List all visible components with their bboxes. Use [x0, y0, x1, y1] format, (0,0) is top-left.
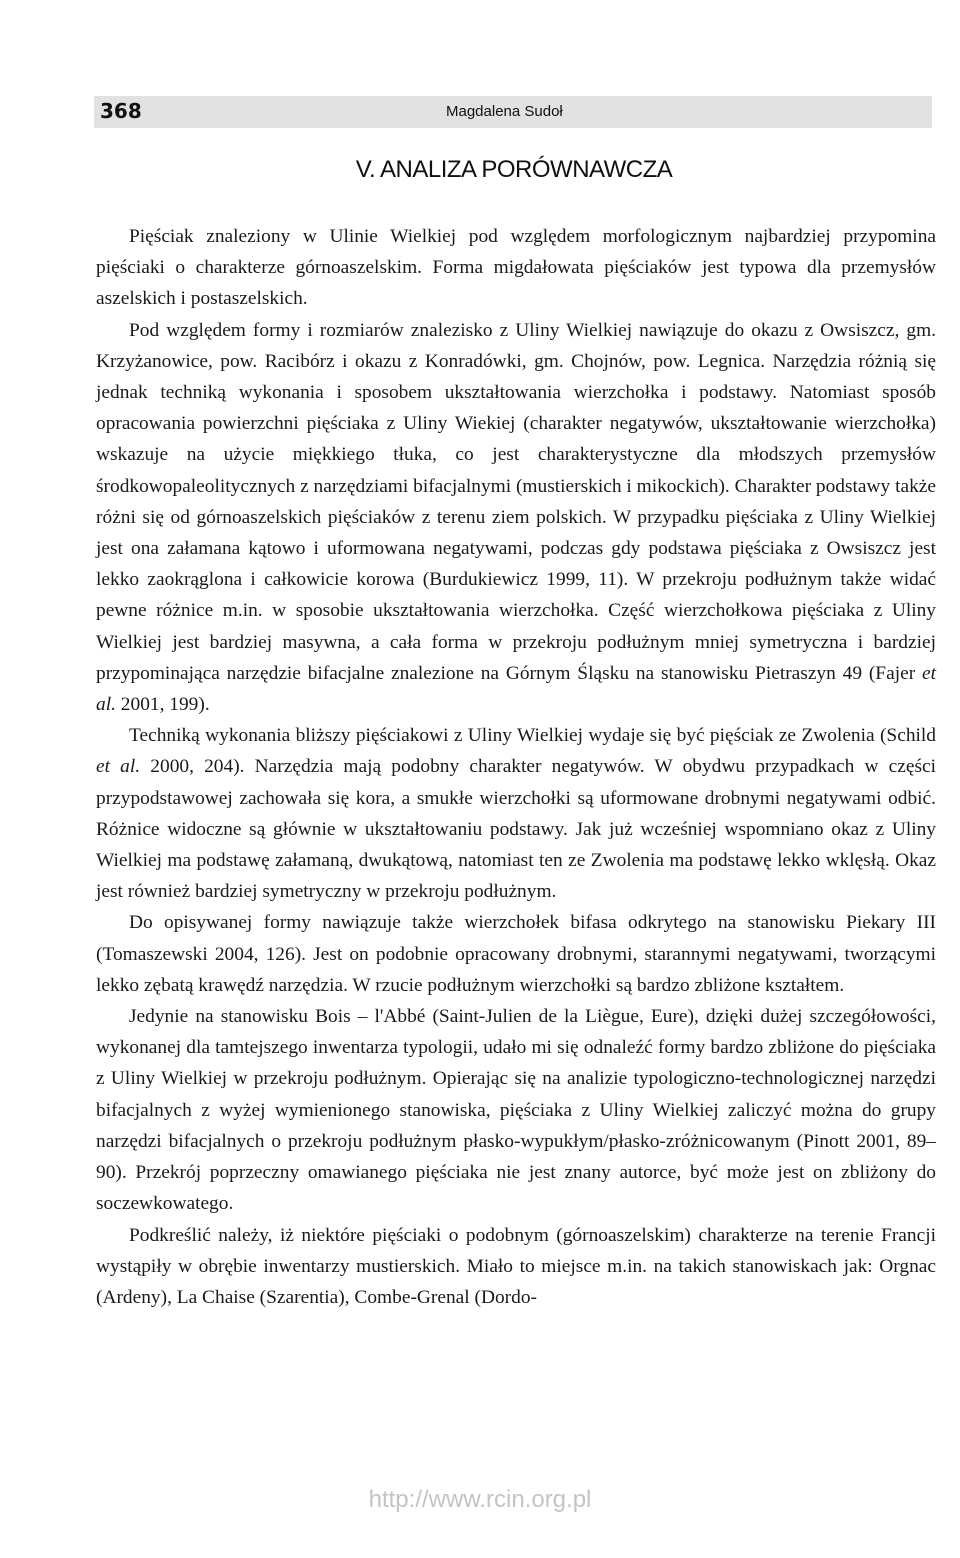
paragraph-text: 2001, 199).	[120, 694, 210, 716]
page-number: 368	[100, 99, 142, 123]
paragraph-text: Pod względem formy i rozmiarów znalezisko z Uliny Wielkiej nawiązuje do okazu z Owsiszcz, gm. Krzyżanowice, pow. Racibórz i okazu z Konradówki, gm. Chojnów, pow. Legnica. Narzędzia różnią się jednak techniką wykonania i sposobem ukształtowania wierzchołka i podstawy. Natomiast sposób opracowania powierzchni pięściaka z Uliny Wiekiej (charakter negatywów, ukształtowanie wierzchołka) wskazuje na użycie miękkiego tłuka, co jest charakterystyczne dla młodszych przemysłów środkowopaleolitycznych z narzędziami bifacjalnymi (mustierskich i mikockich). Charakter podstawy także różni się od górnoaszelskich pięściaków z terenu ziem polskich. W przypadku pięściaka z Uliny Wielkiej jest ona załamana kątowo i uformowana negatywami, podczas gdy podstawa pięściaka z Owsiszcz jest lekko zaokrąglona i całkowicie korowa (Burdukiewicz 1999, 11). W przekroju podłużnym także widać pewne różnice m.in. w sposobie ukształtowania wierzchołka. Część wierzchołkowa pięściaka z Uliny Wielkiej jest bardziej masywna, a cała forma w przekroju podłużnym mniej symetryczna i bardziej przypominająca narzędzie bifacjalne znalezione na Górnym Śląsku na stanowisku Pietraszyn 49 (Fajer	[96, 319, 936, 684]
watermark-link[interactable]: http://www.rcin.org.pl	[368, 1486, 592, 1513]
running-header	[94, 96, 932, 128]
paragraph: Do opisywanej formy nawiązuje także wierzchołek bifasa odkrytego na stanowisku Piekary III (Tomaszewski 2004, 126). Jest on podobnie opracowany drobnymi, starannymi negatywami, tworzącymi lekko zębatą krawędź narzędzia. W rzucie podłużnym wierzchołki są bardzo zbliżone kształtem.	[96, 912, 936, 996]
paragraph: Pięściak znaleziony w Ulinie Wielkiej pod względem morfologicznym najbardziej przypomina pięściaki o charakterze górnoaszelskim. Forma migdałowata pięściaków jest typowa dla przemysłów aszelskich i postaszelskich.	[96, 226, 936, 310]
paragraph: Podkreślić należy, iż niektóre pięściaki o podobnym (górnoaszelskim) charakterze na terenie Francji wystąpiły w obrębie inwentarzy mustierskich. Miało to miejsce m.in. na takich stanowiskach jak: Orgnac (Ardeny), La Chaise (Szarentia), Combe-Grenal (Dordo-	[96, 1224, 936, 1308]
body-text	[96, 221, 936, 1313]
citation-et-al: et al.	[96, 756, 141, 778]
citation-et-al: et al.	[96, 662, 936, 716]
running-header-author: Magdalena Sudoł	[446, 103, 563, 120]
section-title: V. ANALIZA PORÓWNAWCZA	[355, 156, 673, 183]
paragraph-text: 2000, 204). Narzędzia mają podobny charakter negatywów. W obydwu przypadkach w części przypodstawowej zachowała się kora, a smukłe wierzchołki są uformowane drobnymi negatywami odbić. Różnice widoczne są głównie w ukształtowaniu podstawy. Jak już wcześniej wspomniano okaz z Uliny Wielkiej ma podstawę załamaną, dwukątową, natomiast ten ze Zwolenia ma podstawę lekko wklęsłą. Okaz jest również bardziej symetryczny w przekroju podłużnym.	[96, 756, 936, 903]
paragraph	[96, 720, 936, 907]
paragraph-text: Techniką wykonania bliższy pięściakowi z Uliny Wielkiej wydaje się być pięściak ze Zwolenia (Schild	[129, 725, 936, 747]
paragraph	[96, 315, 936, 721]
paragraph: Jedynie na stanowisku Bois – l'Abbé (Saint-Julien de la Liègue, Eure), dzięki dużej szczegółowości, wykonanej dla tamtejszego inwentarza typologii, udało mi się odnaleźć formy bardzo zbliżone do pięściaka z Uliny Wielkiej w przekroju podłużnym. Opierając się na analizie typologiczno-technologicznej narzędzi bifacjalnych z wyżej wymienionego stanowiska, pięściaka z Uliny Wielkiej zaliczyć można do grupy narzędzi bifacjalnych o przekroju podłużnym płasko-wypukłym/płasko-zróżnicowanym (Pinott 2001, 89–90). Przekrój poprzeczny omawianego pięściaka nie jest znany autorce, być może jest on zbliżony do soczewkowatego.	[96, 1006, 936, 1215]
